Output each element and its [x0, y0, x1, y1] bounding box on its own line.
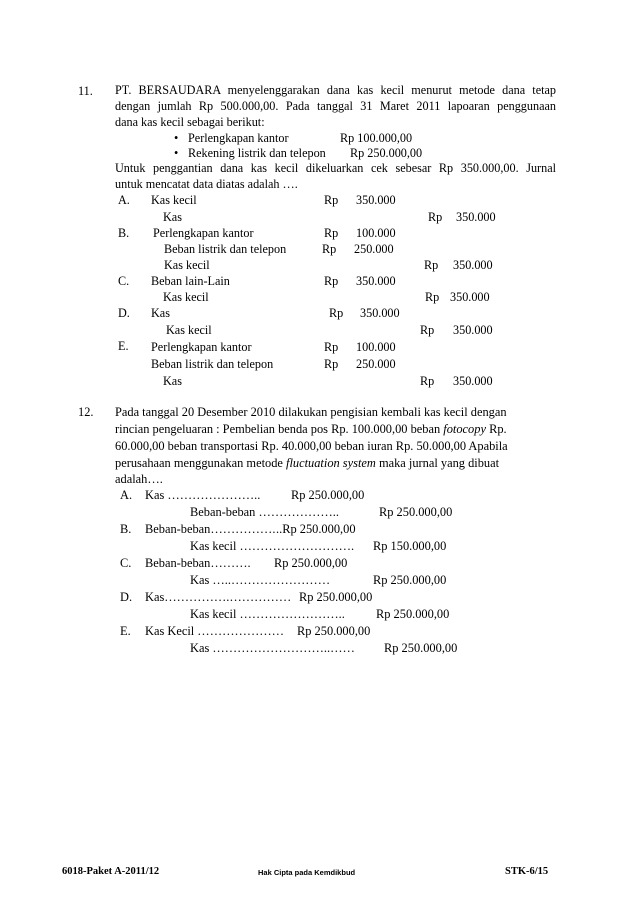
journal-credit-amount: Rp 250.000,00 — [373, 573, 447, 587]
question-text-line: untuk mencatat data diatas adalah …. — [115, 177, 298, 191]
journal-rp: Rp — [329, 306, 344, 320]
journal-debit-amount: ..Rp 250.000,00 — [276, 522, 356, 536]
bullet-item — [174, 131, 289, 146]
journal-amount: 350.000 — [360, 306, 400, 320]
option-letter: D. — [118, 306, 130, 320]
footer-center: Hak Cipta pada Kemdikbud — [258, 868, 356, 877]
journal-account: Kas — [151, 306, 170, 320]
option-letter: C. — [118, 274, 130, 288]
journal-credit-amount: Rp 250.000,00 — [376, 607, 450, 621]
journal-debit-amount: Rp 250.000,00 — [291, 488, 365, 502]
journal-account: Kas kecil — [166, 323, 212, 337]
question-text-line: Pada tanggal 20 Desember 2010 dilakukan pengisian kembali kas kecil dengan — [115, 405, 507, 419]
journal-debit: Kas…………….…………… — [145, 590, 292, 604]
journal-debit: Beban-beban………. — [145, 556, 251, 570]
question-text-line — [115, 422, 507, 437]
question-text-line: PT. BERSAUDARA menyelenggarakan dana kas kecil menurut metode dana tetap — [115, 83, 556, 97]
option-letter: B. — [118, 226, 130, 240]
question-text-fragment: maka jurnal yang dibuat — [378, 456, 500, 470]
journal-rp: Rp — [322, 242, 337, 256]
option-letter: C. — [120, 556, 132, 570]
question-text-line: 60.000,00 beban transportasi Rp. 40.000,00 beban iuran Rp. 50.000,00 Apabila — [115, 439, 508, 453]
bullet-amount: Rp 100.000,00 — [340, 131, 413, 145]
journal-debit-amount: Rp 250.000,00 — [299, 590, 373, 604]
journal-account: Kas kecil — [151, 193, 197, 207]
journal-amount: 250.000 — [356, 357, 396, 371]
journal-amount: 100.000 — [356, 226, 396, 240]
journal-rp: Rp — [424, 258, 439, 272]
journal-credit: Kas …..…………………… — [190, 573, 331, 587]
journal-credit-amount: Rp 250.000,00 — [379, 505, 453, 519]
journal-account: Kas kecil — [163, 290, 209, 304]
option-letter: B. — [120, 522, 132, 536]
journal-debit-amount: Rp 250.000,00 — [274, 556, 348, 570]
journal-amount: 350.000 — [450, 290, 490, 304]
journal-debit: Beban-beban……………. — [145, 522, 276, 536]
journal-rp: Rp — [428, 210, 443, 224]
option-letter: A. — [120, 488, 133, 502]
bullet-label: Rekening listrik dan telepon — [188, 146, 326, 160]
question-number: 12. — [78, 405, 94, 419]
journal-rp: Rp — [324, 226, 339, 240]
question-text-fragment: rincian pengeluaran : Pembelian benda pos Rp. 100.000,00 beban — [115, 422, 441, 436]
journal-rp: Rp — [324, 193, 339, 207]
journal-rp: Rp — [324, 274, 339, 288]
journal-debit: Kas ………………….. — [145, 488, 261, 502]
journal-rp: Rp — [425, 290, 440, 304]
journal-debit: Kas Kecil ………………… — [145, 624, 285, 638]
journal-rp: Rp — [420, 374, 435, 388]
journal-amount: 350.000 — [453, 323, 493, 337]
option-letter: D. — [120, 590, 133, 604]
journal-account: Perlengkapan kantor — [151, 340, 252, 354]
question-text-line: dana kas kecil sebagai berikut: — [115, 115, 265, 129]
journal-account: Kas — [163, 210, 182, 224]
bullet-icon: • — [174, 131, 179, 145]
journal-account: Beban lain-Lain — [151, 274, 230, 288]
question-number: 11. — [78, 84, 93, 98]
option-letter: E. — [120, 624, 131, 638]
journal-credit: Kas ………………………..…… — [190, 641, 355, 655]
question-text-italic: fluctuation system — [286, 456, 376, 470]
bullet-icon: • — [174, 146, 179, 160]
journal-credit-amount: Rp 250.000,00 — [384, 641, 458, 655]
journal-credit: Kas kecil …………………….. — [190, 607, 345, 621]
journal-debit-amount: Rp 250.000,00 — [297, 624, 371, 638]
bullet-amount: Rp 250.000,00 — [350, 146, 423, 160]
journal-amount: 350.000 — [456, 210, 496, 224]
journal-credit: Kas kecil ………………………. — [190, 539, 355, 553]
question-text-fragment: Rp. — [489, 422, 507, 436]
journal-credit-amount: Rp 150.000,00 — [373, 539, 447, 553]
journal-account: Perlengkapan kantor — [153, 226, 254, 240]
journal-amount: 250.000 — [354, 242, 394, 256]
journal-amount: 350.000 — [356, 193, 396, 207]
option-letter: A. — [118, 193, 130, 207]
journal-account: Kas — [163, 374, 182, 388]
journal-account: Kas kecil — [164, 258, 210, 272]
question-text-line: adalah…. — [115, 472, 163, 486]
journal-account: Beban listrik dan telepon — [151, 357, 274, 371]
journal-rp: Rp — [420, 323, 435, 337]
question-text-italic: fotocopy — [443, 422, 486, 436]
question-text-fragment: perusahaan menggunakan metode — [115, 456, 283, 470]
journal-amount: 350.000 — [453, 374, 493, 388]
journal-rp: Rp — [324, 340, 339, 354]
journal-account: Beban listrik dan telepon — [164, 242, 287, 256]
journal-amount: 350.000 — [356, 274, 396, 288]
footer-right: STK-6/15 — [505, 866, 549, 877]
journal-amount: 100.000 — [356, 340, 396, 354]
journal-rp: Rp — [324, 357, 339, 371]
question-text-line — [115, 456, 499, 471]
footer-left: 6018-Paket A-2011/12 — [62, 866, 160, 877]
bullet-item — [174, 146, 326, 161]
question-text-line: dengan jumlah Rp 500.000,00. Pada tanggal 31 Maret 2011 lapoaran penggunaan — [115, 99, 556, 113]
question-text-line: Untuk penggantian dana kas kecil dikeluarkan cek sebesar Rp 350.000,00. Jurnal — [115, 161, 556, 175]
option-letter: E. — [118, 339, 129, 353]
bullet-label: Perlengkapan kantor — [188, 131, 289, 145]
journal-amount: 350.000 — [453, 258, 493, 272]
journal-credit: Beban-beban ……………….. — [190, 505, 340, 519]
